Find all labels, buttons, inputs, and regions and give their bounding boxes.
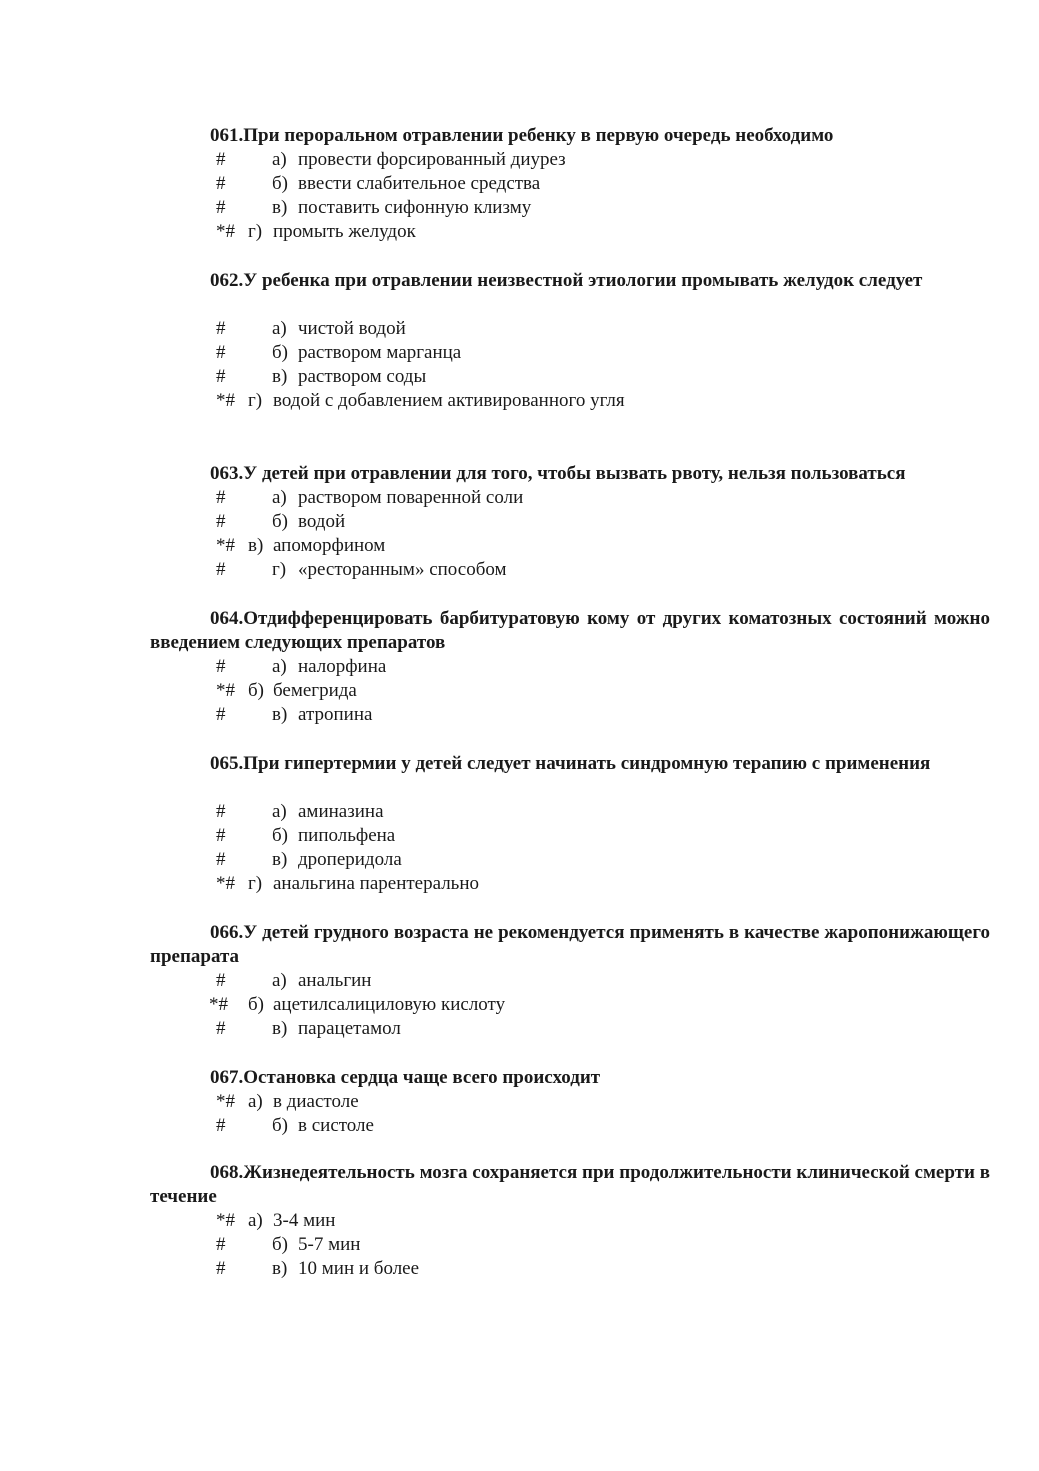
- option-letter: б): [248, 680, 264, 701]
- option-letter: б): [272, 1234, 288, 1255]
- option-mark: #: [216, 1258, 226, 1279]
- option-text: ввести слабительное средства: [298, 173, 541, 194]
- option-text: дроперидола: [298, 849, 402, 870]
- option-mark: *#: [216, 680, 235, 701]
- option-text: раствором марганца: [298, 342, 462, 363]
- option-letter: а): [248, 1091, 263, 1112]
- option-letter: а): [272, 970, 287, 991]
- option-mark: *#: [209, 994, 228, 1015]
- option-mark: #: [216, 149, 226, 170]
- option-text: 5-7 мин: [298, 1234, 361, 1255]
- option-text: анальгина парентерально: [273, 873, 480, 894]
- option-text: атропина: [298, 704, 373, 725]
- option-letter: а): [272, 656, 287, 677]
- option-letter: а): [248, 1210, 263, 1231]
- option-text: в систоле: [298, 1115, 374, 1136]
- question-title: 065.При гипертермии у детей следует начинать синдромную терапию с применения: [210, 753, 931, 774]
- option-mark: #: [216, 970, 226, 991]
- option-mark: #: [216, 801, 226, 822]
- option-text: промыть желудок: [273, 221, 416, 242]
- option-text: провести форсированный диурез: [298, 149, 566, 170]
- option-letter: б): [272, 173, 288, 194]
- option-letter: г): [248, 873, 263, 894]
- option-letter: г): [248, 221, 263, 242]
- option-mark: #: [216, 318, 226, 339]
- option-mark: #: [216, 704, 226, 725]
- question-title: 064.Отдифференцировать барбитуратовую кому от других коматозных состояний можно введением следующих препаратов: [150, 608, 990, 653]
- option-text: раствором поваренной соли: [298, 487, 524, 508]
- option-mark: #: [216, 825, 226, 846]
- option-text: ацетилсалициловую кислоту: [273, 994, 506, 1015]
- option-mark: #: [216, 366, 226, 387]
- option-mark: #: [216, 173, 226, 194]
- option-letter: в): [272, 849, 288, 870]
- option-mark: *#: [216, 1091, 235, 1112]
- option-mark: *#: [216, 390, 235, 411]
- option-mark: #: [216, 511, 226, 532]
- question-title: 068.Жизнедеятельность мозга сохраняется при продолжительности клинической смерти в течение: [150, 1162, 990, 1207]
- option-mark: #: [216, 342, 226, 363]
- question-title: 063.У детей при отравлении для того, чтобы вызвать рвоту, нельзя пользоваться: [210, 463, 906, 484]
- option-letter: б): [248, 994, 264, 1015]
- option-text: водой с добавлением активированного угля: [273, 390, 625, 411]
- option-text: поставить сифонную клизму: [298, 197, 532, 218]
- option-letter: в): [272, 366, 288, 387]
- option-mark: #: [216, 1234, 226, 1255]
- option-text: налорфина: [298, 656, 387, 677]
- option-text: апоморфином: [273, 535, 386, 556]
- option-text: пипольфена: [298, 825, 396, 846]
- option-letter: б): [272, 1115, 288, 1136]
- option-letter: в): [272, 197, 288, 218]
- question-title: 067.Остановка сердца чаще всего происходит: [210, 1067, 601, 1088]
- question-title: 061.При пероральном отравлении ребенку в первую очередь необходимо: [210, 125, 834, 146]
- option-text: 3-4 мин: [273, 1210, 336, 1231]
- question-title: 066.У детей грудного возраста не рекомендуется применять в качестве жаропонижающего препарата: [150, 922, 990, 967]
- option-letter: г): [272, 559, 287, 580]
- option-text: чистой водой: [298, 318, 406, 339]
- option-letter: в): [272, 1018, 288, 1039]
- option-text: аминазина: [298, 801, 384, 822]
- option-letter: а): [272, 318, 287, 339]
- option-letter: б): [272, 825, 288, 846]
- option-letter: а): [272, 801, 287, 822]
- option-mark: *#: [216, 535, 235, 556]
- option-text: «ресторанным» способом: [298, 559, 507, 580]
- option-mark: *#: [216, 1210, 235, 1231]
- option-text: парацетамол: [298, 1018, 401, 1039]
- option-text: бемегрида: [273, 680, 357, 701]
- option-letter: в): [272, 1258, 288, 1279]
- option-letter: в): [272, 704, 288, 725]
- option-text: в диастоле: [273, 1091, 359, 1112]
- option-mark: #: [216, 559, 226, 580]
- option-letter: в): [248, 535, 264, 556]
- option-mark: #: [216, 1018, 226, 1039]
- option-text: раствором соды: [298, 366, 427, 387]
- option-mark: *#: [216, 221, 235, 242]
- question-title: 062.У ребенка при отравлении неизвестной этиологии промывать желудок следует: [210, 270, 923, 291]
- option-letter: а): [272, 487, 287, 508]
- option-mark: #: [216, 849, 226, 870]
- option-text: 10 мин и более: [298, 1258, 420, 1279]
- option-text: анальгин: [298, 970, 372, 991]
- option-mark: #: [216, 197, 226, 218]
- option-letter: а): [272, 149, 287, 170]
- option-text: водой: [298, 511, 346, 532]
- option-letter: б): [272, 511, 288, 532]
- option-letter: г): [248, 390, 263, 411]
- option-mark: #: [216, 1115, 226, 1136]
- option-letter: б): [272, 342, 288, 363]
- option-mark: #: [216, 656, 226, 677]
- option-mark: *#: [216, 873, 235, 894]
- option-mark: #: [216, 487, 226, 508]
